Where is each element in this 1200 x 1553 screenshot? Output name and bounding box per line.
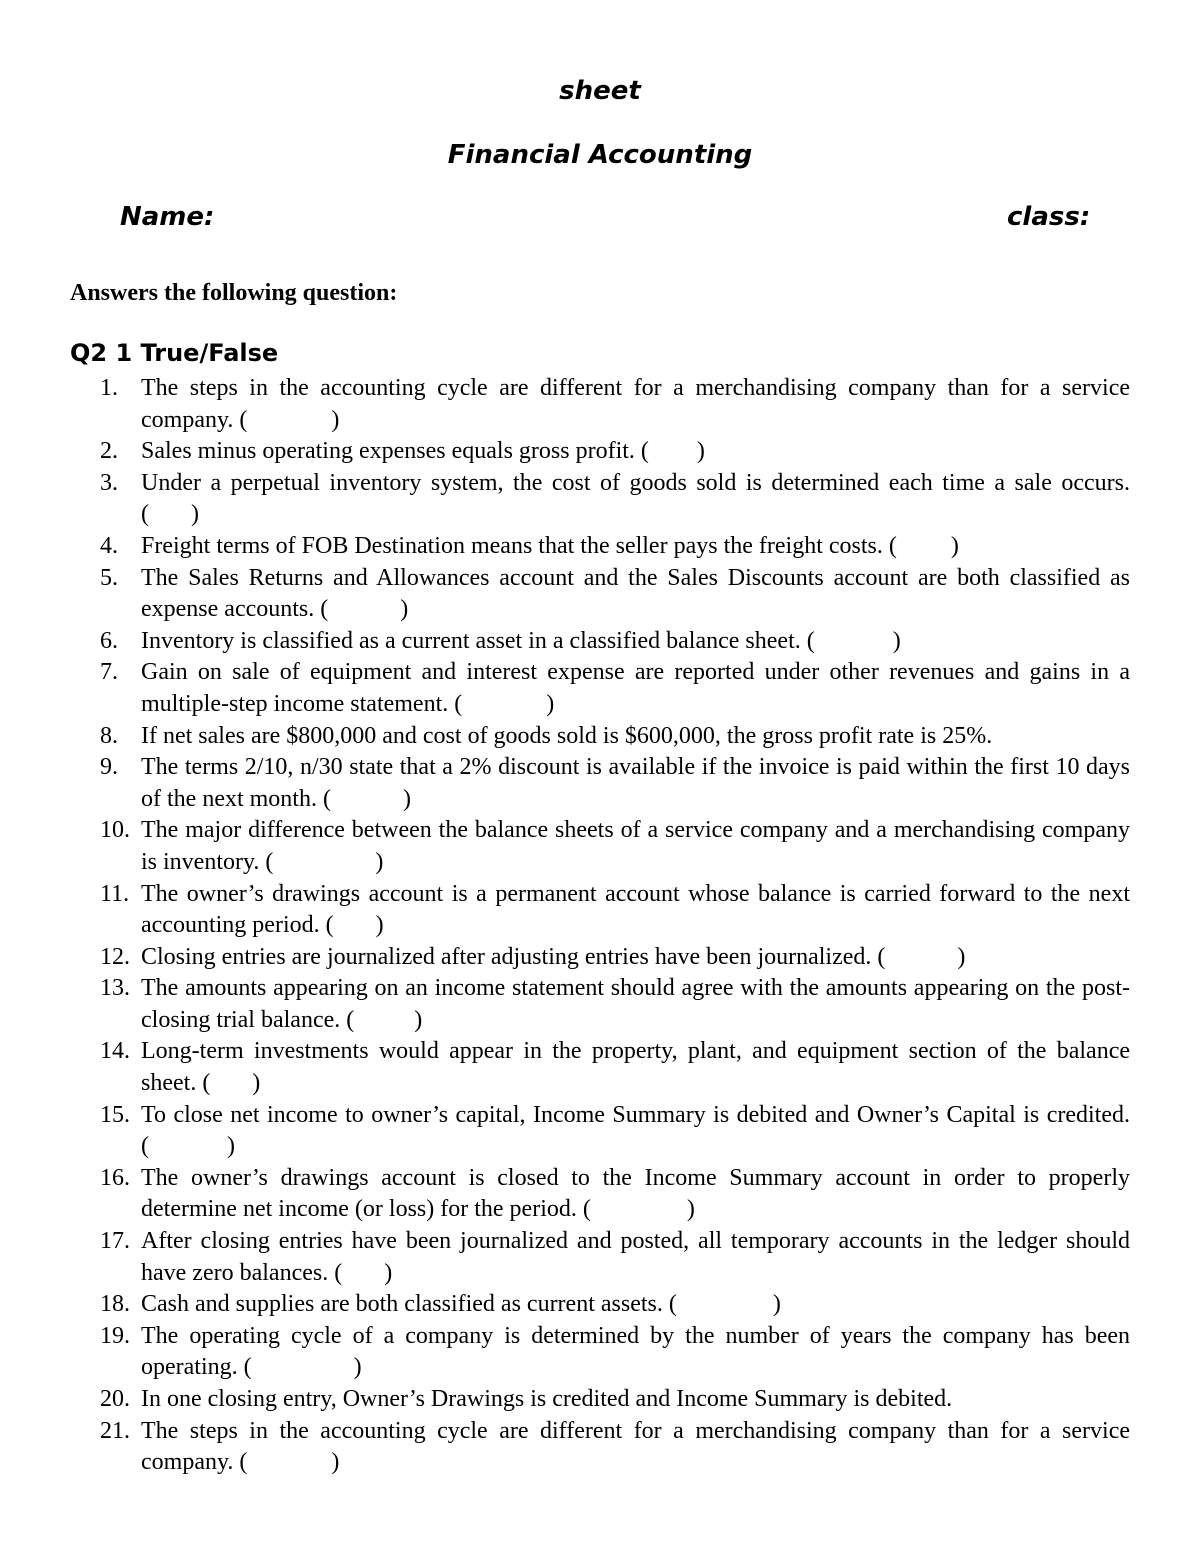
class-label: class: xyxy=(1007,202,1091,232)
question-item xyxy=(100,1321,1130,1384)
question-item xyxy=(100,1036,1130,1099)
question-number: 4. xyxy=(100,532,118,559)
question-item xyxy=(100,721,1130,753)
question-item xyxy=(100,942,1130,974)
question-text: Inventory is classified as a current asset in a classified balance sheet. ( ) xyxy=(141,627,901,654)
question-number: 2. xyxy=(100,438,118,465)
question-item xyxy=(100,752,1130,815)
question-item xyxy=(100,563,1130,626)
question-text: The steps in the accounting cycle are different for a merchandising company than for a service company. ( ) xyxy=(141,1417,1130,1476)
question-text: After closing entries have been journalized and posted, all temporary accounts in the ledger should have zero balances. ( ) xyxy=(141,1228,1130,1286)
question-item xyxy=(100,468,1130,531)
question-item xyxy=(100,973,1130,1036)
question-number: 13. xyxy=(100,975,130,1002)
question-number: 15. xyxy=(100,1101,130,1128)
question-number: 16. xyxy=(100,1164,130,1191)
question-item xyxy=(100,879,1130,942)
question-text: Cash and supplies are both classified as current assets. ( ) xyxy=(141,1291,781,1318)
question-text: The amounts appearing on an income statement should agree with the amounts appearing on the post-closing trial balance. ( ) xyxy=(141,975,1130,1033)
question-number: 8. xyxy=(100,722,118,749)
question-text: Sales minus operating expenses equals gross profit. ( ) xyxy=(141,438,705,465)
instructions: Answers the following question: xyxy=(70,280,398,306)
question-item xyxy=(100,1226,1130,1289)
question-item xyxy=(100,815,1130,878)
question-number: 9. xyxy=(100,754,118,781)
question-item xyxy=(100,373,1130,436)
question-text: To close net income to owner’s capital, Income Summary is debited and Owner’s Capital is credited. ( ) xyxy=(141,1101,1130,1160)
question-number: 19. xyxy=(100,1322,130,1349)
question-item xyxy=(100,436,1130,468)
question-number: 17. xyxy=(100,1228,130,1255)
question-text: The owner’s drawings account is a permanent account whose balance is carried forward to the next accounting period. ( ) xyxy=(141,880,1130,939)
question-text: Closing entries are journalized after adjusting entries have been journalized. ( ) xyxy=(141,943,966,970)
question-text: Freight terms of FOB Destination means that the seller pays the freight costs. ( ) xyxy=(141,532,959,559)
question-item xyxy=(100,1100,1130,1163)
question-number: 7. xyxy=(100,659,118,686)
question-number: 5. xyxy=(100,564,118,591)
sheet-title: sheet xyxy=(559,76,641,106)
name-label: Name: xyxy=(120,202,215,232)
question-item xyxy=(100,626,1130,658)
question-text: In one closing entry, Owner’s Drawings is credited and Income Summary is debited. xyxy=(141,1386,953,1412)
question-item xyxy=(100,1384,1130,1416)
question-number: 11. xyxy=(100,880,130,907)
question-number: 6. xyxy=(100,627,118,654)
question-item xyxy=(100,657,1130,720)
question-number: 14. xyxy=(100,1038,130,1065)
question-text: The owner’s drawings account is closed to the Income Summary account in order to properly determine net income (or loss) for the period. ( ) xyxy=(141,1164,1130,1223)
question-number: 21. xyxy=(100,1417,130,1444)
question-item xyxy=(100,1416,1130,1479)
question-text: The steps in the accounting cycle are different for a merchandising company than for a service company. ( ) xyxy=(141,375,1130,433)
question-text: The terms 2/10, n/30 state that a 2% discount is available if the invoice is paid within the first 10 days of the next month. ( ) xyxy=(141,754,1130,812)
subject-title: Financial Accounting xyxy=(447,140,753,170)
question-text: Under a perpetual inventory system, the cost of goods sold is determined each time a sale occurs. ( ) xyxy=(141,469,1130,528)
question-text: The Sales Returns and Allowances account and the Sales Discounts account are both classified as expense accounts. ( ) xyxy=(141,564,1130,623)
question-text: Gain on sale of equipment and interest expense are reported under other revenues and gains in a multiple-step income statement. ( ) xyxy=(141,659,1130,717)
question-list xyxy=(100,373,1130,1479)
question-text: The operating cycle of a company is determined by the number of years the company has been operating. ( ) xyxy=(141,1322,1130,1381)
question-number: 1. xyxy=(100,375,118,401)
question-number: 20. xyxy=(100,1386,130,1412)
question-number: 10. xyxy=(100,817,130,844)
question-text: If net sales are $800,000 and cost of goods sold is $600,000, the gross profit rate is 25%. xyxy=(141,722,993,749)
question-number: 3. xyxy=(100,469,118,496)
question-number: 18. xyxy=(100,1291,130,1318)
question-item xyxy=(100,1163,1130,1226)
question-text: Long-term investments would appear in the property, plant, and equipment section of the balance sheet. ( ) xyxy=(141,1038,1130,1097)
question-text: The major difference between the balance sheets of a service company and a merchandising company is inventory. ( ) xyxy=(141,817,1130,875)
question-item xyxy=(100,531,1130,563)
section-title: Q2 1 True/False xyxy=(70,339,279,367)
question-item xyxy=(100,1289,1130,1321)
question-number: 12. xyxy=(100,943,130,970)
